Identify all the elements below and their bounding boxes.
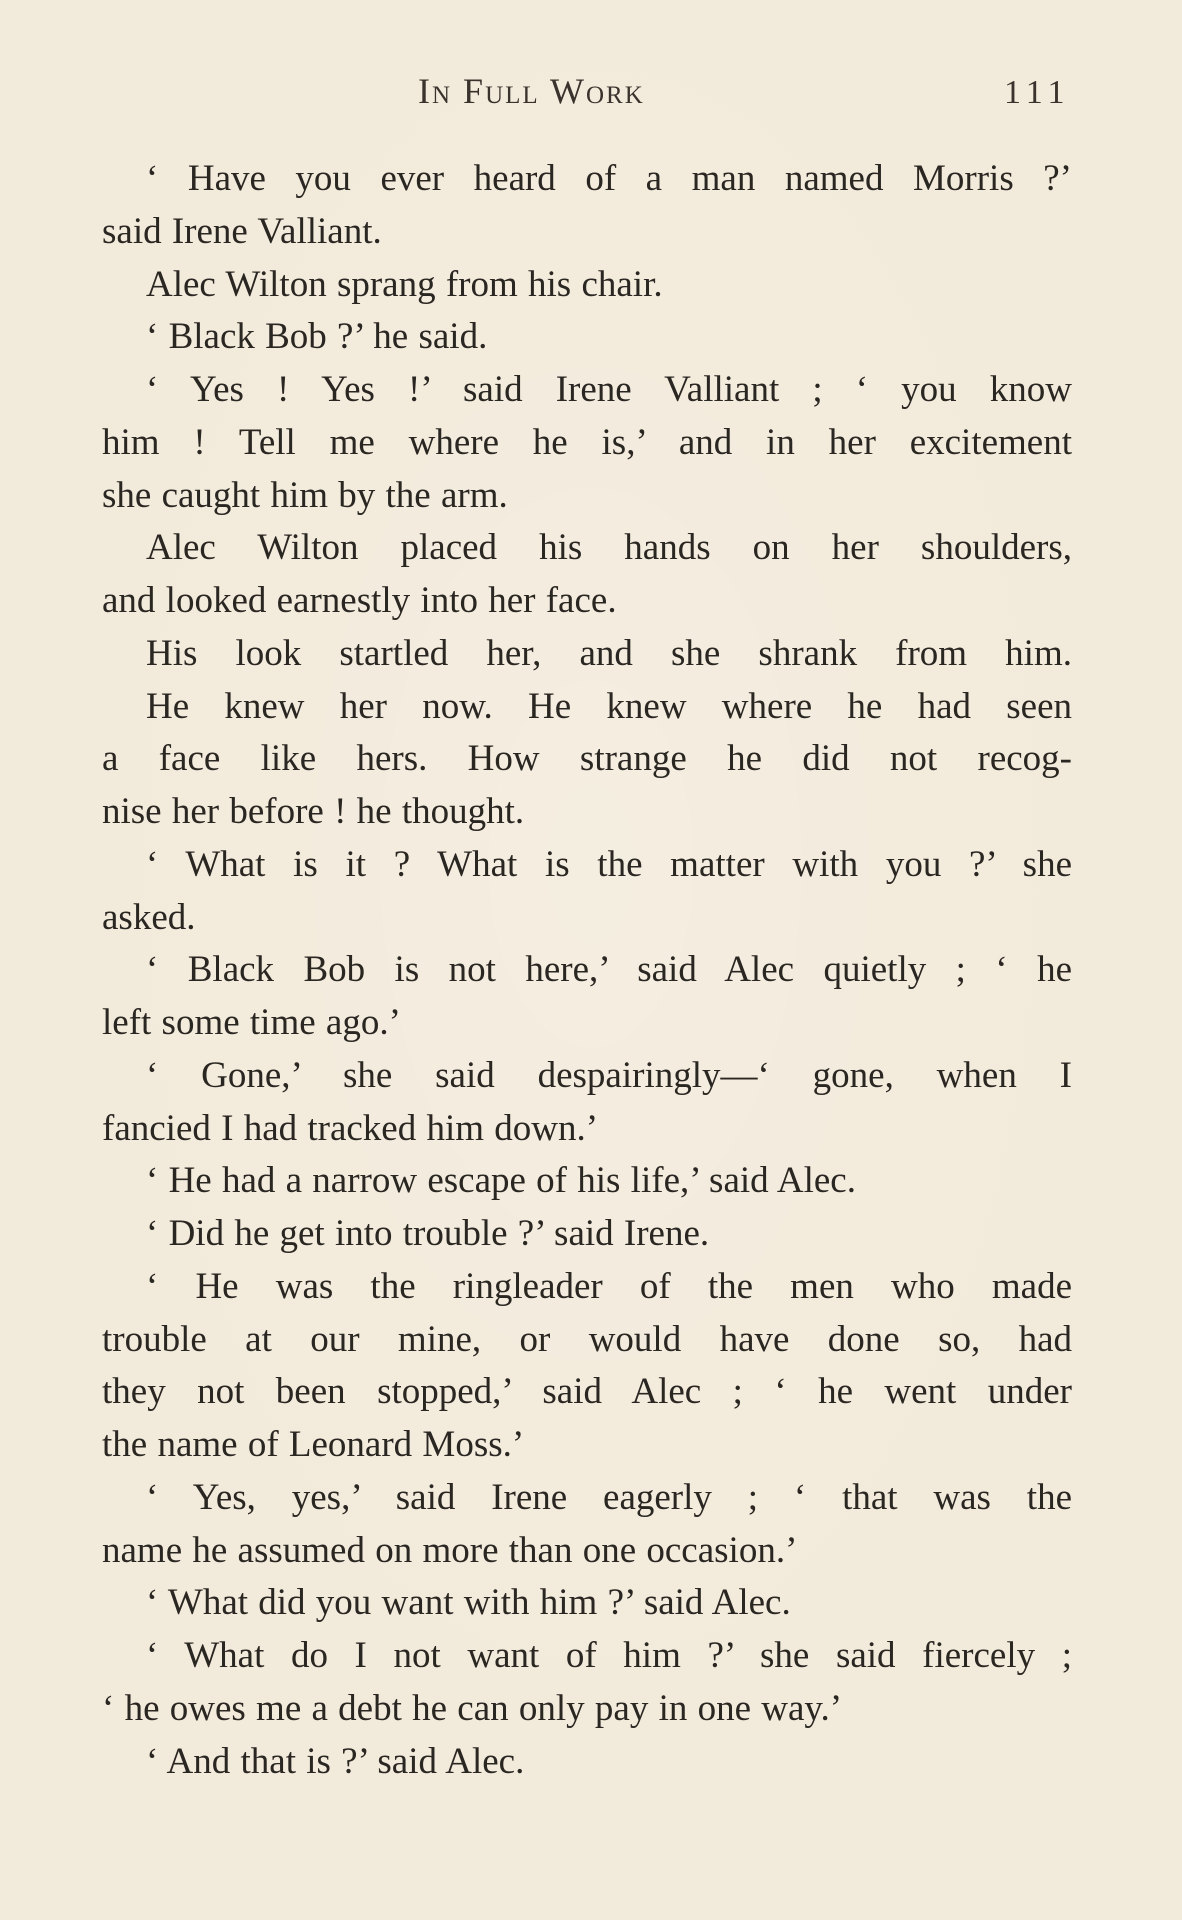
text-line: trouble at our mine, or would have done so, had bbox=[102, 1318, 1072, 1360]
text-line: ‘ What do I not want of him ?’ she said fiercely ; bbox=[146, 1635, 1072, 1676]
text-line: nise her before ! he thought. bbox=[102, 791, 525, 832]
running-head bbox=[0, 70, 1182, 120]
text-line: ‘ Black Bob is not here,’ said Alec quietly ; ‘ he bbox=[146, 949, 1072, 991]
text-line: name he assumed on more than one occasion.’ bbox=[102, 1529, 798, 1571]
body-text bbox=[102, 153, 1072, 1788]
text-line: she caught him by the arm. bbox=[102, 474, 508, 516]
chapter-running-title: In Full Work bbox=[418, 71, 645, 111]
text-line: they not been stopped,’ said Alec ; ‘ he went under bbox=[102, 1371, 1072, 1413]
text-line: Alec Wilton placed his hands on her shoulders, bbox=[146, 527, 1072, 569]
page-number: 111 bbox=[1004, 74, 1071, 111]
text-line: His look startled her, and she shrank from him. bbox=[146, 632, 1072, 674]
text-line: Alec Wilton sprang from his chair. bbox=[146, 263, 663, 305]
text-line: and looked earnestly into her face. bbox=[102, 580, 617, 621]
text-line: ‘ he owes me a debt he can only pay in one way.’ bbox=[102, 1687, 843, 1729]
text-line: ‘ And that is ?’ said Alec. bbox=[146, 1740, 525, 1782]
text-line: ‘ Yes ! Yes !’ said Irene Valliant ; ‘ you know bbox=[146, 369, 1072, 410]
text-line: left some time ago.’ bbox=[102, 1002, 401, 1043]
text-line: a face like hers. How strange he did not recog- bbox=[102, 738, 1072, 780]
text-line: He knew her now. He knew where he had seen bbox=[146, 685, 1072, 727]
text-line: ‘ He had a narrow escape of his life,’ said Alec. bbox=[146, 1160, 856, 1202]
text-line: ‘ Gone,’ she said despairingly—‘ gone, when I bbox=[146, 1054, 1072, 1096]
text-line: fancied I had tracked him down.’ bbox=[102, 1107, 599, 1149]
text-line: ‘ Yes, yes,’ said Irene eagerly ; ‘ that was the bbox=[146, 1476, 1072, 1518]
text-line: ‘ He was the ringleader of the men who made bbox=[146, 1265, 1072, 1307]
text-line: ‘ Did he get into trouble ?’ said Irene. bbox=[146, 1213, 710, 1254]
text-line: asked. bbox=[102, 896, 196, 938]
text-line: said Irene Valliant. bbox=[102, 210, 382, 252]
text-line: ‘ Black Bob ?’ he said. bbox=[146, 316, 488, 358]
text-line: the name of Leonard Moss.’ bbox=[102, 1424, 525, 1465]
text-line: ‘ Have you ever heard of a man named Morris ?’ bbox=[146, 158, 1072, 199]
text-line: ‘ What did you want with him ?’ said Alec. bbox=[146, 1582, 791, 1624]
text-line: him ! Tell me where he is,’ and in her excitement bbox=[102, 421, 1072, 463]
text-line: ‘ What is it ? What is the matter with you ?’ she bbox=[146, 843, 1072, 885]
